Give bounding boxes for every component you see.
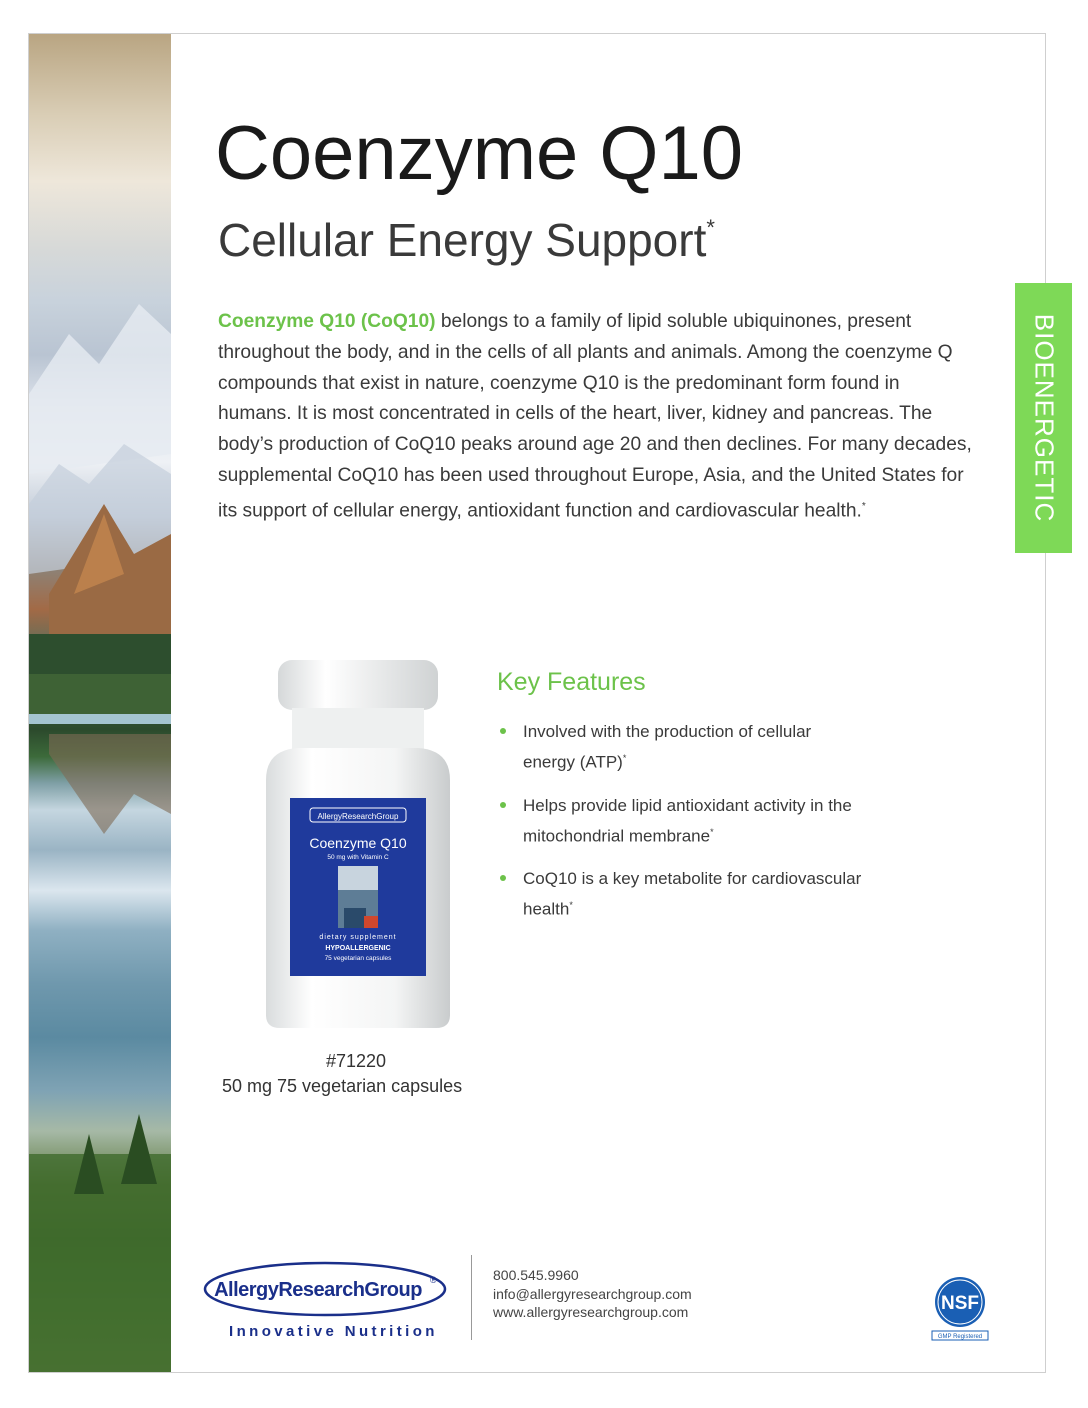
company-logo xyxy=(200,1259,450,1319)
category-tab xyxy=(1015,283,1072,553)
intro-lead: Coenzyme Q10 (CoQ10) xyxy=(218,311,436,332)
list-item xyxy=(500,719,900,776)
nsf-logo-text: NSF xyxy=(941,1293,979,1314)
product-sku: #71220 xyxy=(325,1051,387,1071)
page-subtitle xyxy=(218,213,715,267)
bullet-icon xyxy=(500,802,506,808)
page-title: Coenzyme Q10 xyxy=(215,111,744,196)
subtitle-footnote-mark: * xyxy=(706,215,715,240)
nsf-caption: GMP Registered xyxy=(937,1334,983,1340)
category-tab-label: BIOENERGETIC xyxy=(1029,313,1059,523)
bullet-icon xyxy=(500,875,506,881)
label-claim: HYPOALLERGENIC xyxy=(325,945,391,952)
feature-text xyxy=(523,793,863,850)
feature-text xyxy=(523,719,863,776)
key-features-list xyxy=(500,719,900,940)
feature-text xyxy=(523,866,863,923)
product-bottle-image xyxy=(258,660,458,1030)
feature-body: Helps provide lipid antioxidant activity in the mitochondrial membrane xyxy=(523,795,852,846)
feature-footnote-mark: * xyxy=(622,753,627,763)
company-tagline: Innovative Nutrition xyxy=(229,1323,438,1340)
feature-body: CoQ10 is a key metabolite for cardiovascular health xyxy=(523,869,862,919)
intro-footnote-mark: * xyxy=(861,500,866,512)
footer-divider xyxy=(471,1255,472,1340)
contact-email[interactable]: info@allergyresearchgroup.com xyxy=(493,1285,692,1302)
contact-phone[interactable]: 800.545.9960 xyxy=(493,1267,579,1283)
feature-footnote-mark: * xyxy=(569,900,573,911)
nsf-certification-icon xyxy=(930,1275,990,1341)
landscape-photo xyxy=(29,34,171,1372)
intro-body: belongs to a family of lipid soluble ubiquinones, present throughout the body, and in the cells of all plants and animals. Among the coenzyme Q compounds that exist in nature, coenzyme Q10 is the predominant form found in humans. It is most concentrated in cells of the heart, liver, kidney and pancreas. The body’s production of CoQ10 peaks around age 20 and then declines. For many decades, supplemental CoQ10 has been used throughout Europe, Asia, and the United States for its support of cellular energy, antioxidant function and cardiovascular health. xyxy=(218,311,972,522)
logo-registered-mark: ® xyxy=(430,1275,437,1285)
feature-footnote-mark: * xyxy=(710,826,714,837)
subtitle-text: Cellular Energy Support xyxy=(218,214,707,266)
logo-wordmark: AllergyResearchGroup xyxy=(214,1279,422,1301)
label-count: 75 vegetarian capsules xyxy=(324,955,392,962)
product-size: 50 mg 75 vegetarian capsules xyxy=(222,1076,463,1096)
contact-block xyxy=(493,1266,692,1322)
bullet-icon xyxy=(500,728,506,734)
label-product-name: Coenzyme Q10 xyxy=(309,835,407,851)
label-dose: 50 mg with Vitamin C xyxy=(327,854,389,861)
label-brand: AllergyResearchGroup xyxy=(317,812,399,821)
label-supplement-type: dietary supplement xyxy=(319,934,397,941)
contact-website[interactable]: www.allergyresearchgroup.com xyxy=(493,1304,689,1320)
list-item xyxy=(500,866,900,923)
intro-paragraph xyxy=(218,307,978,527)
feature-body: Involved with the production of cellular energy (ATP) xyxy=(523,722,812,772)
key-features-heading: Key Features xyxy=(497,668,646,696)
list-item xyxy=(500,793,900,850)
